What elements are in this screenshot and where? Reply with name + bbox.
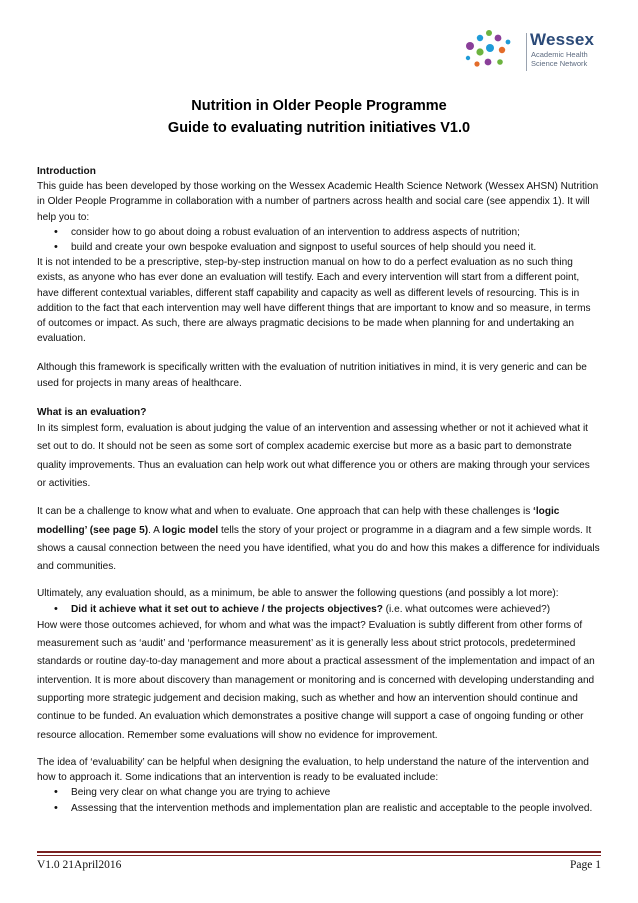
intro-heading: Introduction	[37, 166, 96, 177]
evaluation-question-rest: (i.e. what outcomes were achieved?)	[382, 603, 551, 615]
logo-divider	[526, 33, 527, 71]
intro-paragraph-2: It is not intended to be a prescriptive, step-by-step instruction manual on how to do a perfect evaluation as no such thing exists, as anyone who has ever done an evaluation will testify. Each and every intervention will start from a different point, have different contextual variables, different staff capability and capacity as well as different levels of resourcing. This is in addition to the fact that each intervention may well have different things that are important to know and so measure, in terms of outcomes or impact. As such, there are always pragmatic decisions to be made when planning for and undertaking an evaluation.	[37, 257, 591, 345]
document-title: Nutrition in Older People Programme	[191, 98, 447, 114]
logic-modelling-ref: ‘logic modelling’ (see page 5)	[37, 506, 560, 536]
evaluability-bullet-2: • Assessing that the intervention methods and implementation plan are realistic and acceptable to the people involved.	[37, 801, 601, 816]
logic-model-text: tells the story of your project or programme in a diagram and a few simple words. It shows a causal connection between the need you have identified, what you do and how this makes a difference for individuals and communities.	[37, 524, 600, 573]
evaluation-paragraph-1: In its simplest form, evaluation is about judging the value of an intervention and assessing whether or not it achieved what it set out to do. It should not be seen as some sort of complex academic exercise but more as a basic part to demonstrate quality improvements. Thus an evaluation can help work out what difference you or others are making through your services or activities.	[37, 423, 590, 489]
intro-paragraph-3: Although this framework is specifically written with the evaluation of nutrition initiatives in mind, it is very generic and can be used for projects in many areas of healthcare.	[37, 362, 587, 389]
evaluation-paragraph-4: How were those outcomes achieved, for whom and what was the impact? Evaluation is subtly different from other forms of measurement such as ‘audit’ and ‘performance measurement’ as it is generally less about strict protocols, predetermined standards or routine day-to-day management and more about a practical assessment of the implementation and impact of an intervention. It is more about discovery than management or monitoring and is concerned with developing understanding and supporting more strategic judgement and decision making, such as whether and how an intervention should continue and continue to be funded. An evaluation which demonstrates a positive change will support a case of ongoing funding or other resource allocation. Remember some evaluations will show no evidence for improvement.	[37, 619, 595, 741]
document-subtitle: Guide to evaluating nutrition initiatives V1.0	[167, 120, 471, 136]
footer-version: V1.0 21April2016	[37, 859, 122, 871]
logic-model-term: logic model	[162, 524, 219, 536]
logo-subtitle-line2: Science Network	[531, 58, 588, 68]
logic-intro-text: It can be a challenge to know what and when to evaluate. One approach that can help with these challenges is	[37, 506, 534, 518]
logo-mark-icon	[466, 30, 511, 67]
evaluation-paragraph-3: Ultimately, any evaluation should, as a minimum, be able to answer the following questions (and possibly a lot more):	[37, 588, 559, 600]
evaluation-question-bold: Did it achieve what it set out to achieve / the projects objectives?	[71, 603, 383, 615]
logo-subtitle-line1: Academic Health	[531, 50, 588, 59]
evaluation-heading: What is an evaluation?	[37, 406, 147, 418]
footer-rule	[37, 851, 601, 853]
footer-page-number: Page 1	[570, 859, 601, 871]
intro-bullet-2: • build and create your own bespoke evaluation and signpost to useful sources of help should you need it.	[37, 240, 601, 255]
evaluation-question-list	[37, 602, 601, 617]
evaluability-bullet-1: • Being very clear on what change you are trying to achieve	[37, 785, 601, 800]
logo-subtitle	[531, 51, 588, 68]
evaluation-paragraph-5: The idea of ‘evaluability’ can be helpful when designing the evaluation, to help understand the nature of the intervention and how to approach it. Some indications that an intervention is ready to be evaluated include:	[37, 756, 589, 784]
evaluation-paragraph-2	[37, 503, 601, 576]
intro-bullet-list	[37, 225, 601, 255]
logo-name: Wessex	[530, 30, 595, 49]
footer-rule-thin	[37, 855, 601, 856]
logic-sep-text: . A	[148, 524, 163, 536]
intro-paragraph-1: This guide has been developed by those working on the Wessex Academic Health Science Network (Wessex AHSN) Nutrition in Older People Programme in collaboration with a number of partners across health and social care (see appendix 1). It will help you to:	[37, 181, 599, 223]
evaluability-bullet-list	[37, 785, 601, 815]
document-body	[37, 164, 601, 816]
evaluation-question	[37, 602, 601, 617]
intro-bullet-1: • consider how to go about doing a robust evaluation of an intervention to address aspects of nutrition;	[37, 225, 601, 240]
